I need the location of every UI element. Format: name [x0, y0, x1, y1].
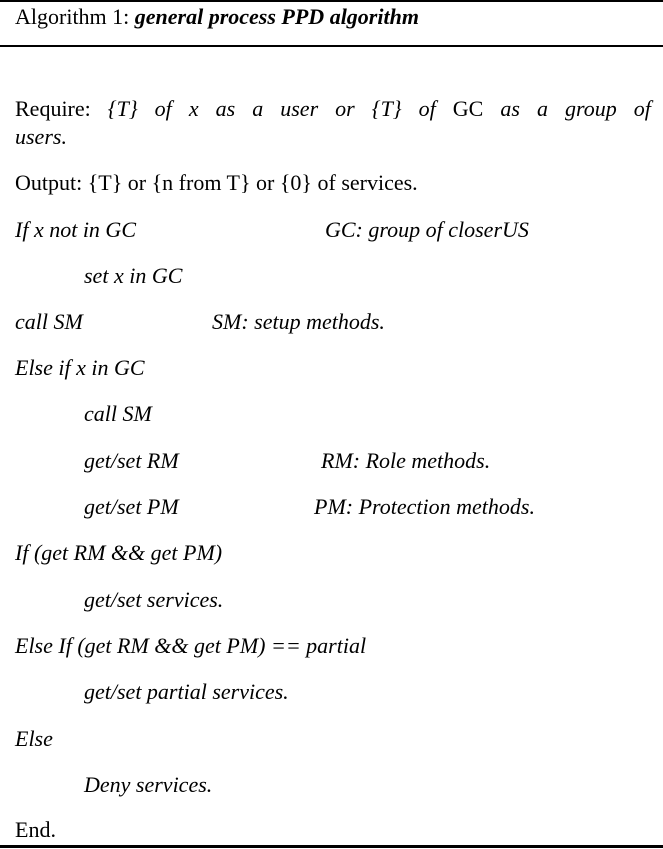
require-word: as	[215, 96, 236, 121]
require-word: {T}	[371, 96, 402, 121]
output-text: {T} or {n from T} or {0} of services.	[87, 170, 418, 195]
step-if-not-in-gc: If x not in GC	[15, 217, 136, 242]
require-word: of	[418, 96, 436, 121]
step-end: End.	[15, 817, 56, 842]
caption-rule	[0, 45, 663, 47]
require-label: Require:	[15, 96, 91, 121]
comment-sm: SM: setup methods.	[212, 309, 385, 334]
comment-pm: PM: Protection methods.	[314, 494, 535, 519]
step-get-set-services: get/set services.	[84, 587, 224, 612]
step-get-set-pm: get/set PM	[84, 494, 179, 519]
step-else: Else	[15, 726, 53, 751]
step-set-x-in-gc: set x in GC	[84, 263, 183, 288]
require-word: group	[565, 96, 617, 121]
require-word: of	[633, 96, 651, 121]
step-deny-services: Deny services.	[84, 772, 213, 797]
require-word: {T}	[107, 96, 138, 121]
require-word: as	[500, 96, 520, 121]
require-word: GC	[452, 96, 484, 121]
top-rule	[0, 0, 663, 2]
step-get-set-partial-services: get/set partial services.	[84, 679, 289, 704]
algorithm-caption	[15, 4, 419, 30]
require-statement	[15, 96, 651, 150]
step-else-if-partial: Else If (get RM && get PM) == partial	[15, 633, 367, 658]
output-label: Output:	[15, 170, 83, 195]
require-word: of	[154, 96, 172, 121]
require-row-1	[15, 96, 651, 122]
step-call-sm-inner: call SM	[84, 401, 152, 426]
comment-gc: GC: group of closerUS	[325, 217, 529, 242]
step-else-if-in-gc: Else if x in GC	[15, 355, 145, 380]
output-statement	[15, 170, 418, 196]
algorithm-title: general process PPD algorithm	[134, 4, 419, 29]
comment-rm: RM: Role methods.	[321, 448, 491, 473]
require-word: user	[280, 96, 319, 121]
require-word: or	[335, 96, 355, 121]
require-word: a	[536, 96, 548, 121]
require-word: x	[188, 96, 199, 121]
step-call-sm: call SM	[15, 309, 83, 334]
require-word: a	[252, 96, 264, 121]
step-if-rm-and-pm: If (get RM && get PM)	[15, 540, 223, 565]
algorithm-label: Algorithm 1:	[15, 4, 130, 29]
step-get-set-rm: get/set RM	[84, 448, 179, 473]
require-row-2: users.	[15, 124, 67, 149]
bottom-rule	[0, 845, 663, 848]
